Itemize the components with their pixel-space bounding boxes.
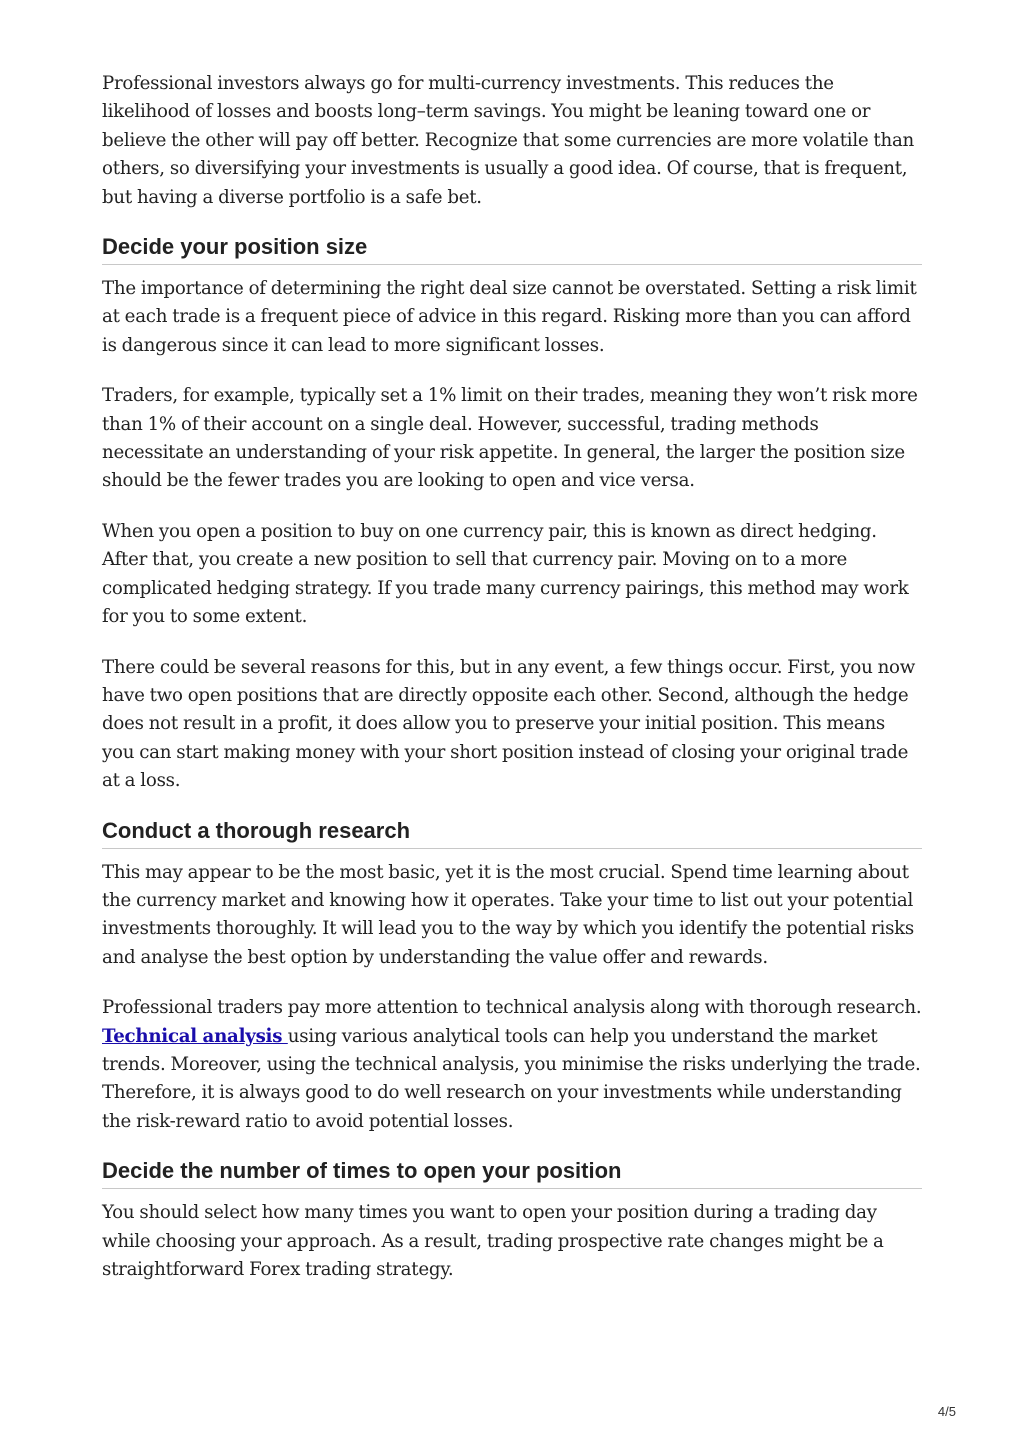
body-paragraph: You should select how many times you want to open your position during a trading day while choosing your approach. As a result, trading prospective rate changes might be a straightforward Forex trading strategy.: [102, 1202, 884, 1280]
technical-analysis-link[interactable]: Technical analysis: [102, 1025, 288, 1047]
page-number: 4/5: [937, 1404, 956, 1419]
section-heading: Decide the number of times to open your position: [102, 1158, 922, 1189]
intro-paragraph: Professional investors always go for multi-currency investments. This reduces the likelihood of losses and boosts long–term savings. You might be leaning toward one or believe the other will pay off better. Recognize that some currencies are more volatile than others, so diversifying your investments is usually a good idea. Of course, that is frequent, but having a diverse portfolio is a safe bet.: [102, 73, 915, 208]
section-heading: Decide your position size: [102, 234, 922, 265]
section-position-size: [102, 234, 922, 796]
section-research: [102, 818, 922, 1137]
body-paragraph: This may appear to be the most basic, yet it is the most crucial. Spend time learning about the currency market and knowing how it operates. Take your time to list out your potential investments thoroughly. It will lead you to the way by which you identify the potential risks and analyse the best option by understanding the value offer and rewards.: [102, 861, 915, 968]
body-paragraph: There could be several reasons for this, but in any event, a few things occur. First, you now have two open positions that are directly opposite each other. Second, although the hedge does not result in a profit, it does allow you to preserve your initial position. This means you can start making money with your short position instead of closing your original trade at a loss.: [102, 656, 916, 792]
body-paragraph: Traders, for example, typically set a 1% limit on their trades, meaning they won’t risk more than 1% of their account on a single deal. However, successful, trading methods necessitate an understanding of your risk appetite. In general, the larger the position size should be the fewer trades you are looking to open and vice versa.: [102, 385, 918, 492]
body-paragraph: The importance of determining the right deal size cannot be overstated. Setting a risk limit at each trade is a frequent piece of advice in this regard. Risking more than you can afford is dangerous since it can lead to more significant losses.: [102, 278, 917, 356]
section-open-times: [102, 1158, 922, 1284]
document-page: [102, 70, 922, 1306]
body-paragraph-with-link: [102, 994, 922, 1136]
section-heading: Conduct a thorough research: [102, 818, 922, 849]
text-before-link: Professional traders pay more attention to technical analysis along with thorough research.: [102, 997, 922, 1019]
text-after-link: using various analytical tools can help you understand the market trends. Moreover, using the technical analysis, you minimise the risks underlying the trade. Therefore, it is always good to do well research on your investments while understanding the risk-reward ratio to avoid potential losses.: [102, 1025, 921, 1132]
body-paragraph: When you open a position to buy on one currency pair, this is known as direct hedging. After that, you create a new position to sell that currency pair. Moving on to a more complicated hedging strategy. If you trade many currency pairings, this method may work for you to some extent.: [102, 520, 909, 628]
